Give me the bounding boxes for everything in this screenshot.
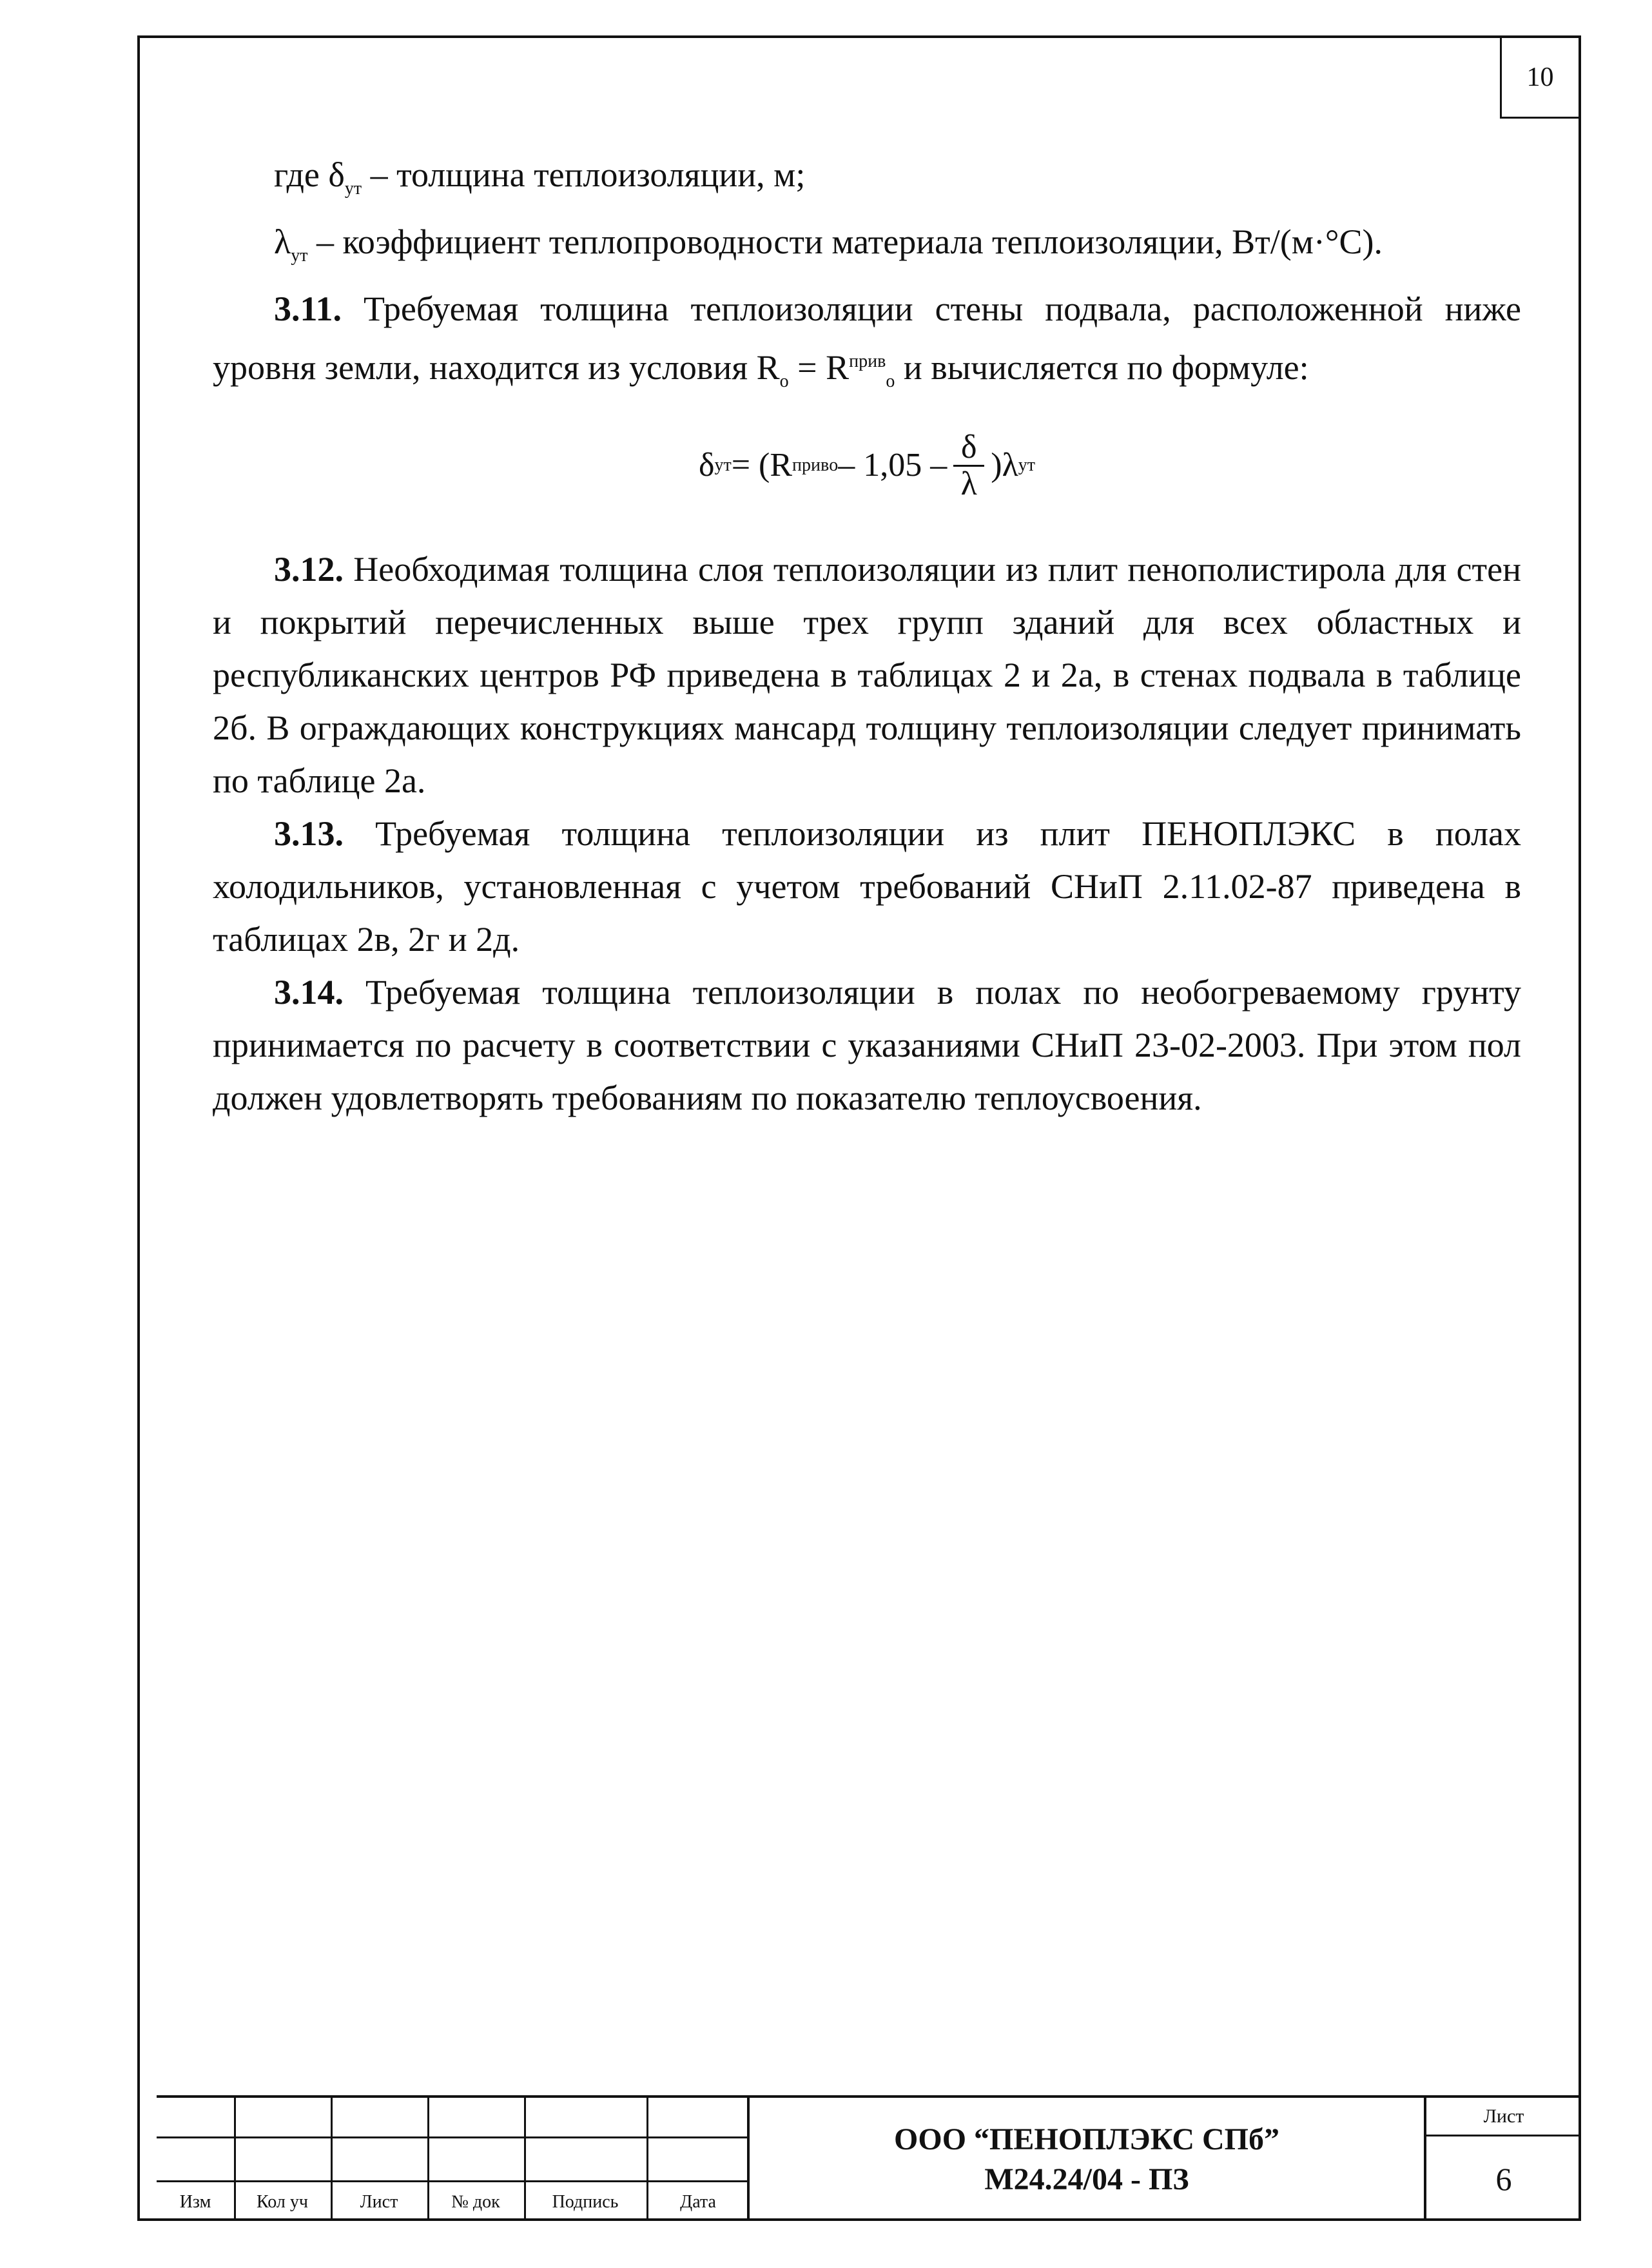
definition-subscript: ут: [291, 245, 308, 266]
col-header-izm: Изм: [179, 2192, 211, 2212]
paragraph-number: 3.14.: [274, 973, 344, 1012]
definition-delta: [274, 148, 1521, 215]
paragraph-number: 3.11.: [274, 289, 342, 328]
paragraph-text: Необходимая толщина слоя теплоизоляции из плит пенополистирола для стен и покрытий перечисленных выше трех групп зданий для всех областных и республиканских центров РФ приведена в таблицах 2 и 2а, в стенах подвала в таблице 2б. В ограждающих конструкциях мансард толщину теплоизоляции следует принимать по таблице 2а.: [213, 550, 1521, 801]
paragraph-text: Требуемая толщина теплоизоляции стены подвала, расположенной ниже уровня земли, находится из условия R: [213, 289, 1521, 387]
formula-superscript: прив: [792, 455, 830, 476]
sheet-number: 6: [1495, 2160, 1512, 2197]
paragraph-3-13: [213, 807, 1521, 966]
sheet-box: [1426, 2098, 1581, 2221]
definition-symbol: δ: [328, 155, 345, 194]
definition-text: – толщина теплоизоляции, м;: [362, 155, 806, 194]
paragraph-text: = R: [788, 347, 850, 387]
formula-subscript: ут: [714, 455, 732, 476]
paragraph-number: 3.13.: [274, 814, 344, 854]
col-header-date: Дата: [680, 2192, 716, 2212]
formula-subscript: ут: [1018, 455, 1036, 476]
definition-subscript: ут: [344, 178, 362, 199]
grid-line: [157, 2136, 747, 2138]
grid-line: [157, 2180, 747, 2182]
page-corner-number: 10: [1500, 38, 1579, 119]
formula-text: = (R: [731, 447, 793, 484]
organization-name: ООО “ПЕНОПЛЭКС СПб”: [894, 2122, 1279, 2156]
subscript: о: [886, 371, 895, 391]
formula-fraction: [953, 430, 984, 502]
paragraph-text: Требуемая толщина теплоизоляции в полах по необогреваемому грунту принимается по расчету в соответствии с указаниями СНиП 23-02-2003. При этом пол должен удовлетворять требованиям по показателю теплоусвоения.: [213, 973, 1521, 1118]
subscript: о: [779, 371, 789, 391]
title-block: [157, 2095, 1581, 2221]
organization-block: [750, 2098, 1426, 2221]
fraction-numerator: δ: [960, 428, 977, 465]
formula-subscript: о: [829, 455, 839, 476]
col-header-doc-number: № док: [451, 2192, 500, 2212]
paragraph-text: Требуемая толщина теплоизоляции из плит ПЕНОПЛЭКС в полах холодильников, установленная с учетом требований СНиП 2.11.02-87 приведена в таблицах 2в, 2г и 2д.: [213, 814, 1521, 959]
fraction-denominator: λ: [960, 465, 977, 502]
revision-grid: [157, 2098, 750, 2221]
document-body: [213, 148, 1521, 1124]
paragraph-number: 3.12.: [274, 550, 344, 589]
definition-text: – коэффициент теплопроводности материала теплоизоляции, Вт/(м·°С).: [307, 222, 1383, 261]
formula-text: ): [991, 447, 1002, 484]
col-header-signature: Подпись: [552, 2192, 619, 2212]
formula-text: – 1,05 –: [838, 447, 947, 484]
paragraph-3-14: [213, 966, 1521, 1124]
document-code: М24.24/04 - ПЗ: [984, 2162, 1189, 2196]
paragraph-text: и вычисляется по формуле:: [895, 347, 1309, 387]
paragraph-3-11: [213, 282, 1521, 408]
sheet-label: Лист: [1426, 2098, 1581, 2136]
col-header-kol-uch: Кол уч: [257, 2192, 308, 2212]
col-header-list: Лист: [360, 2192, 398, 2212]
formula-symbol: δ: [698, 447, 715, 484]
paragraph-3-12: [213, 543, 1521, 807]
definition-symbol: λ: [274, 222, 291, 261]
definition-lambda: [274, 215, 1521, 282]
formula-symbol: λ: [1002, 447, 1018, 484]
definition-prefix: где: [274, 155, 329, 194]
formula: [213, 407, 1521, 523]
superscript: прив: [849, 351, 886, 371]
